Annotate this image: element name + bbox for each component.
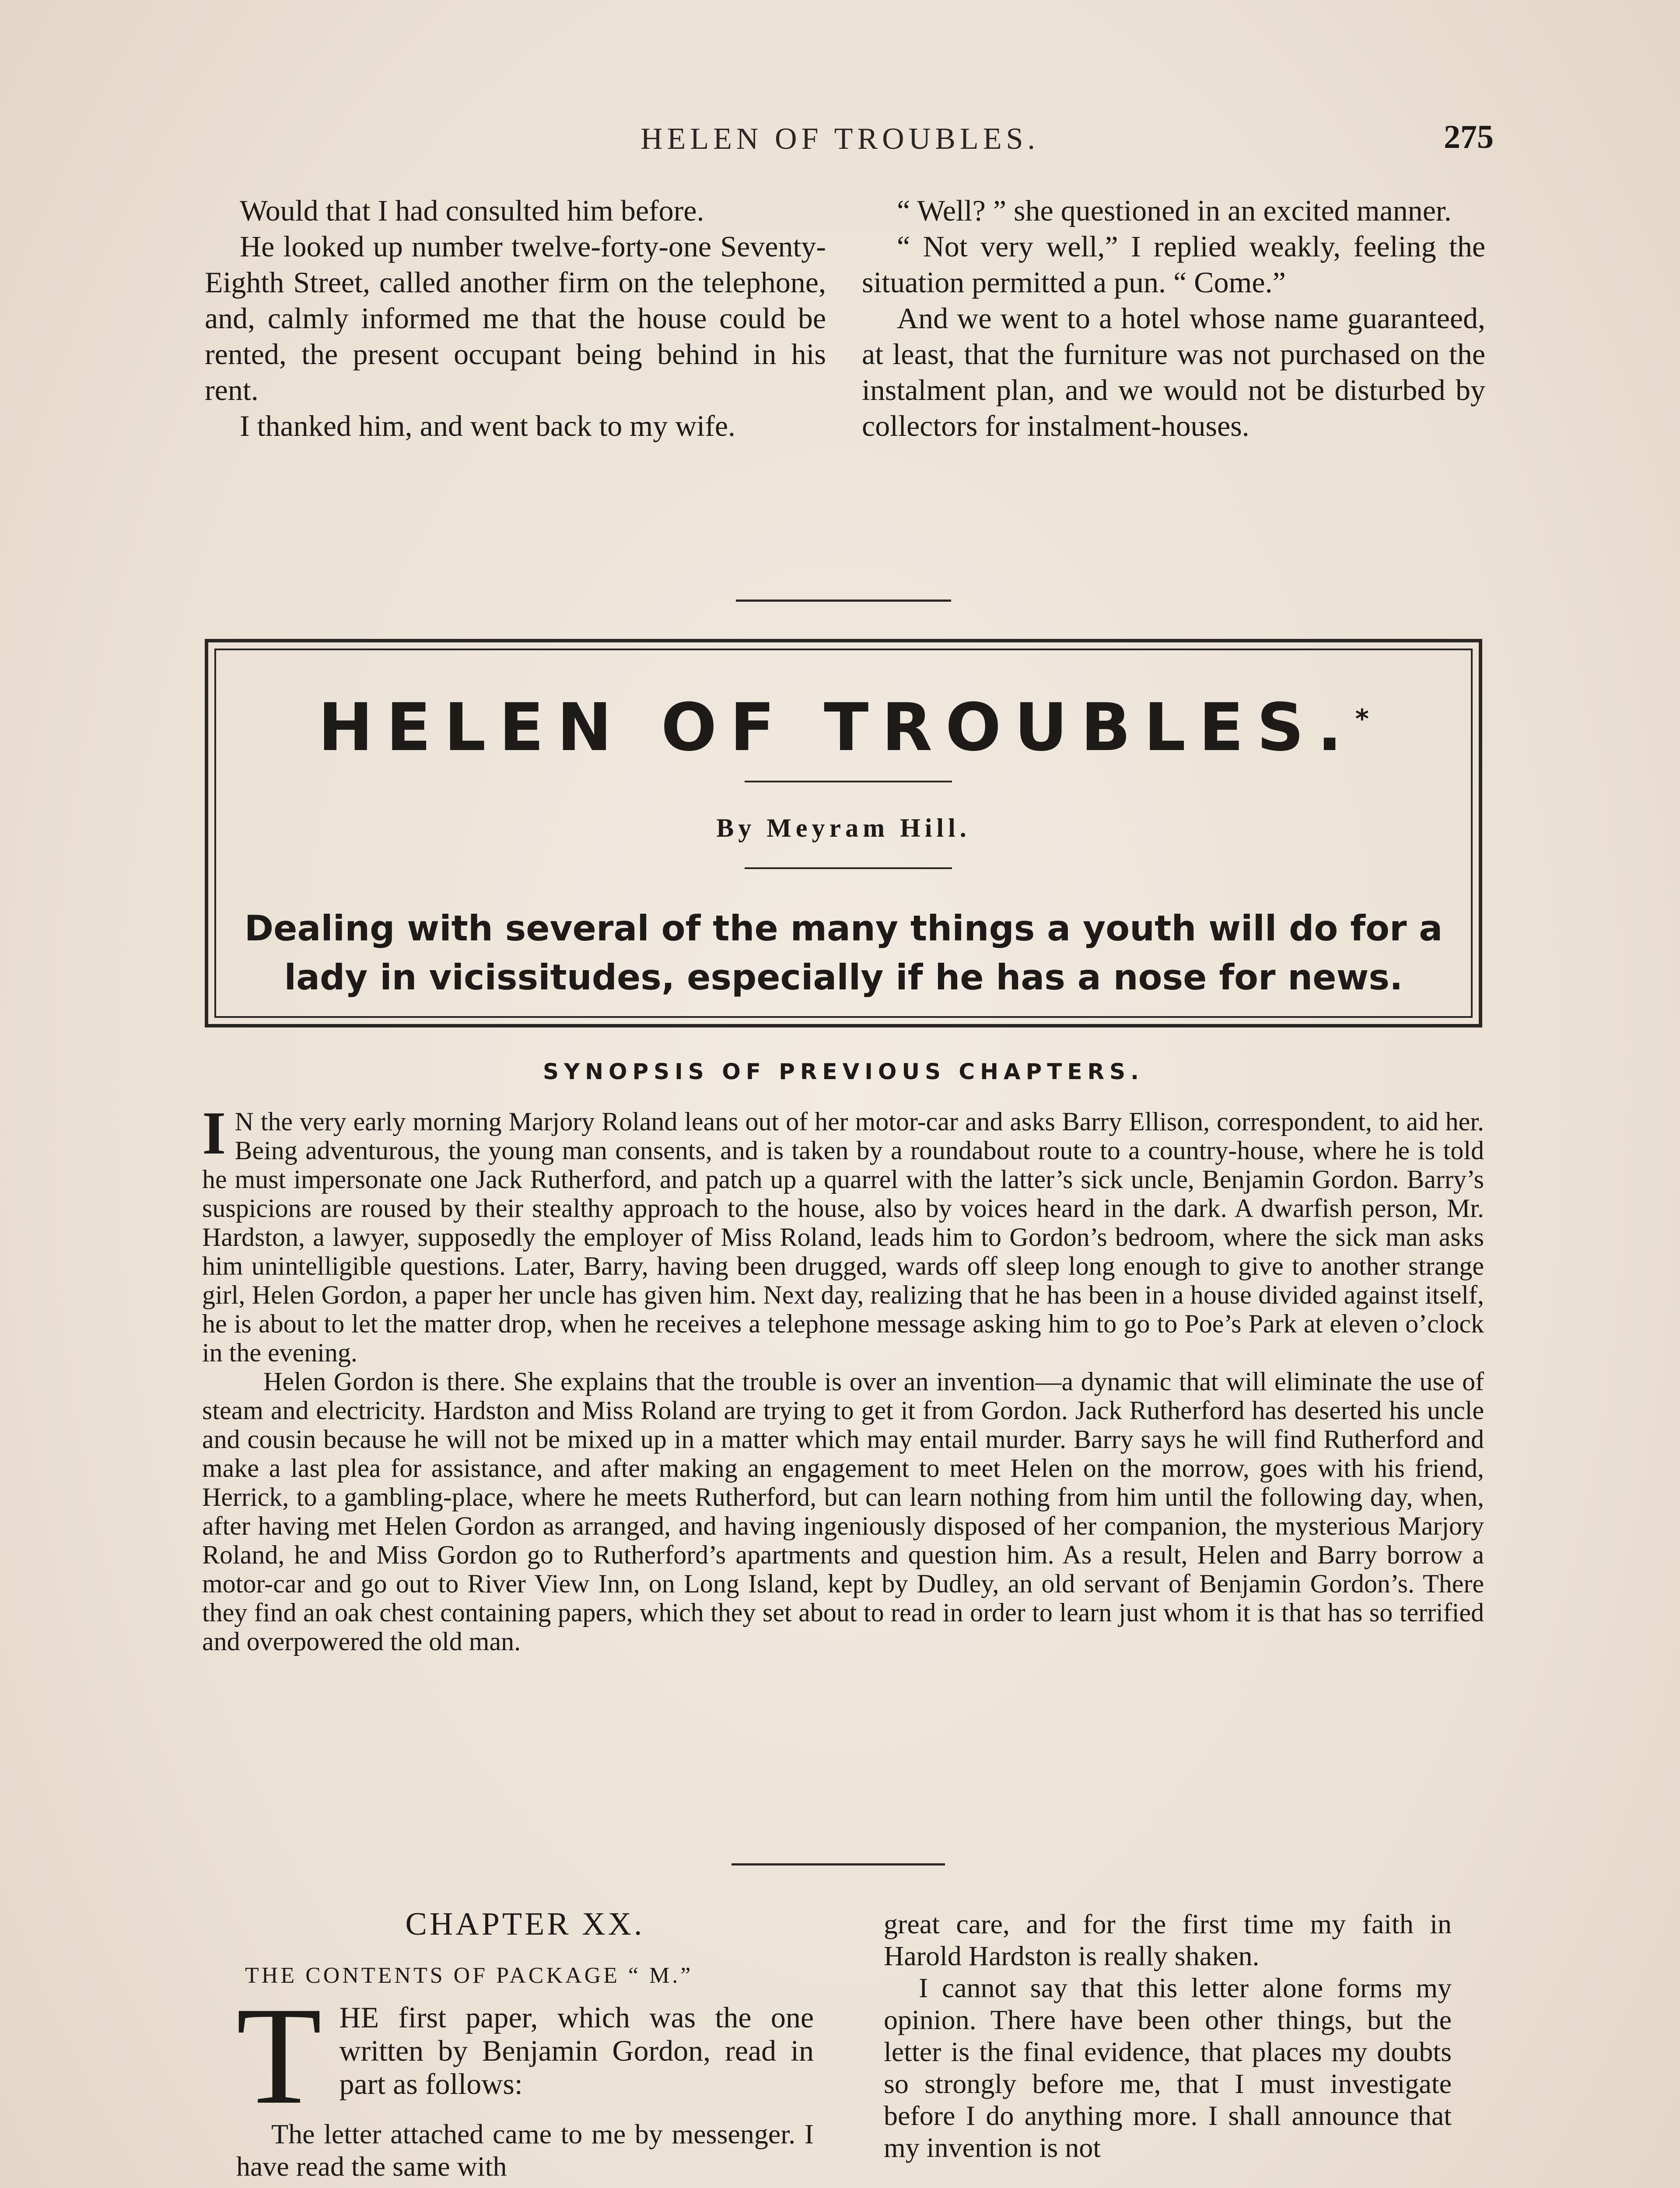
chapter-number: CHAPTER XX. — [405, 1906, 645, 1942]
story-title-box — [205, 639, 1482, 1027]
chapter-right-column — [884, 1908, 1452, 2163]
paragraph-gap — [236, 2100, 814, 2118]
paragraph: The letter attached came to me by messenger. I have read the same with — [236, 2118, 814, 2182]
paragraph: I cannot say that this letter alone forms my opinion. There have been other things, but the letter is the final evidence, that places my doubts so strongly before me, that I must investigate before I do anything more. I shall announce that my invention is not — [884, 1972, 1452, 2163]
synopsis-paragraph-2: Helen Gordon is there. She explains that the trouble is over an invention—a dynamic that will eliminate the use of steam and electricity. Hardston and Miss Roland are trying to get it from Gordon. Jack Rutherford has deserted his uncle and cousin because he will not be mixed up in a matter which may entail murder. Barry says he will find Rutherford and make a last plea for assistance, and after making an engagement to meet Helen on the morrow, goes with his friend, Herrick, to a gambling-place, where he meets Rutherford, but can learn nothing from him until the following day, when, after having met Helen Gordon as arranged, and having ingeniously disposed of her companion, the mysterious Marjory Roland, he and Miss Gordon go to Rutherford’s apartments and question him. As a result, Helen and Barry borrow a motor-car and go out to River View Inn, on Long Island, kept by Dudley, an old servant of Benjamin Gordon’s. There they find an oak chest containing papers, which they set about to read in order to learn just whom it is that has so terrified and overpowered the old man. — [202, 1367, 1484, 1656]
running-header — [0, 119, 1680, 165]
drop-cap: T — [236, 1978, 322, 2133]
byline: By Meyram Hill. — [716, 813, 971, 842]
footnote-marker: * — [1355, 704, 1369, 734]
byline-divider — [745, 867, 952, 869]
synopsis-text — [202, 1099, 1484, 1656]
paragraph: He looked up number twelve-forty-one Seventy-Eighth Street, called another firm on the telephone, and, calmly informed me that the house could be rented, the present occupant being behind in his rent. — [205, 230, 826, 407]
paragraph: “ Well? ” she questioned in an excited manner. — [897, 194, 1452, 227]
chapter-first-paragraph-text: HE first paper, which was the one written by Benjamin Gordon, read in part as follows: — [339, 2001, 814, 2100]
paragraph: Would that I had consulted him before. — [240, 194, 704, 227]
paragraph: I thanked him, and went back to my wife. — [240, 409, 736, 442]
page-number: 275 — [1444, 119, 1494, 155]
section-divider — [732, 1863, 945, 1865]
synopsis-paragraph-1 — [202, 1099, 1484, 1367]
chapter-left-column — [236, 1908, 814, 2183]
paragraph: And we went to a hotel whose name guaranteed, at least, that the furniture was not purchased on the instalment plan, and we would not be disturbed by collectors for instalment-houses. — [862, 302, 1485, 442]
title-box-inner-border — [214, 649, 1473, 1018]
story-title-text: HELEN OF TROUBLES. — [318, 690, 1355, 766]
top-left-column — [205, 193, 826, 444]
chapter-subtitle: THE CONTENTS OF PACKAGE “ M.” — [245, 1963, 693, 1988]
title-divider — [745, 781, 952, 782]
synopsis-heading: SYNOPSIS OF PREVIOUS CHAPTERS. — [542, 1059, 1144, 1084]
running-title: HELEN OF TROUBLES. — [640, 122, 1040, 156]
synopsis-paragraph-1-text: N the very early morning Marjory Roland leans out of her motor-car and asks Barry Ellison, correspondent, to aid her. Being adventurous, the young man consents, and is taken by a roundabout route to a country-house, where he is told he must impersonate one Jack Rutherford, and patch up a quarrel with the latter’s sick uncle, Benjamin Gordon. Barry’s suspicions are roused by their stealthy approach to the house, also by voices heard in the dark. A dwarfish person, Mr. Hardston, a lawyer, supposedly the employer of Miss Roland, leads him to Gordon’s bedroom, where the sick man asks him unintelligible questions. Later, Barry, having been drugged, wards off sleep long enough to give to another strange girl, Helen Gordon, a paper her uncle has given him. Next day, realizing that he has been in a house divided against itself, he is about to let the matter drop, when he receives a telephone message asking him to go to Poe’s Park at eleven o’clock in the evening. — [202, 1107, 1484, 1367]
top-right-column — [862, 193, 1485, 444]
chapter-first-paragraph — [236, 1978, 814, 2133]
drop-cap: I — [202, 1099, 226, 1167]
story-title — [216, 690, 1471, 766]
section-divider — [736, 600, 951, 602]
paragraph: great care, and for the first time my faith in Harold Hardston is really shaken. — [884, 1908, 1452, 1971]
paragraph: “ Not very well,” I replied weakly, feeling the situation permitted a pun. “ Come.” — [862, 230, 1485, 299]
story-deck: Dealing with several of the many things a youth will do for a lady in vicissitudes, especially if he has a nose for news. — [244, 908, 1443, 998]
